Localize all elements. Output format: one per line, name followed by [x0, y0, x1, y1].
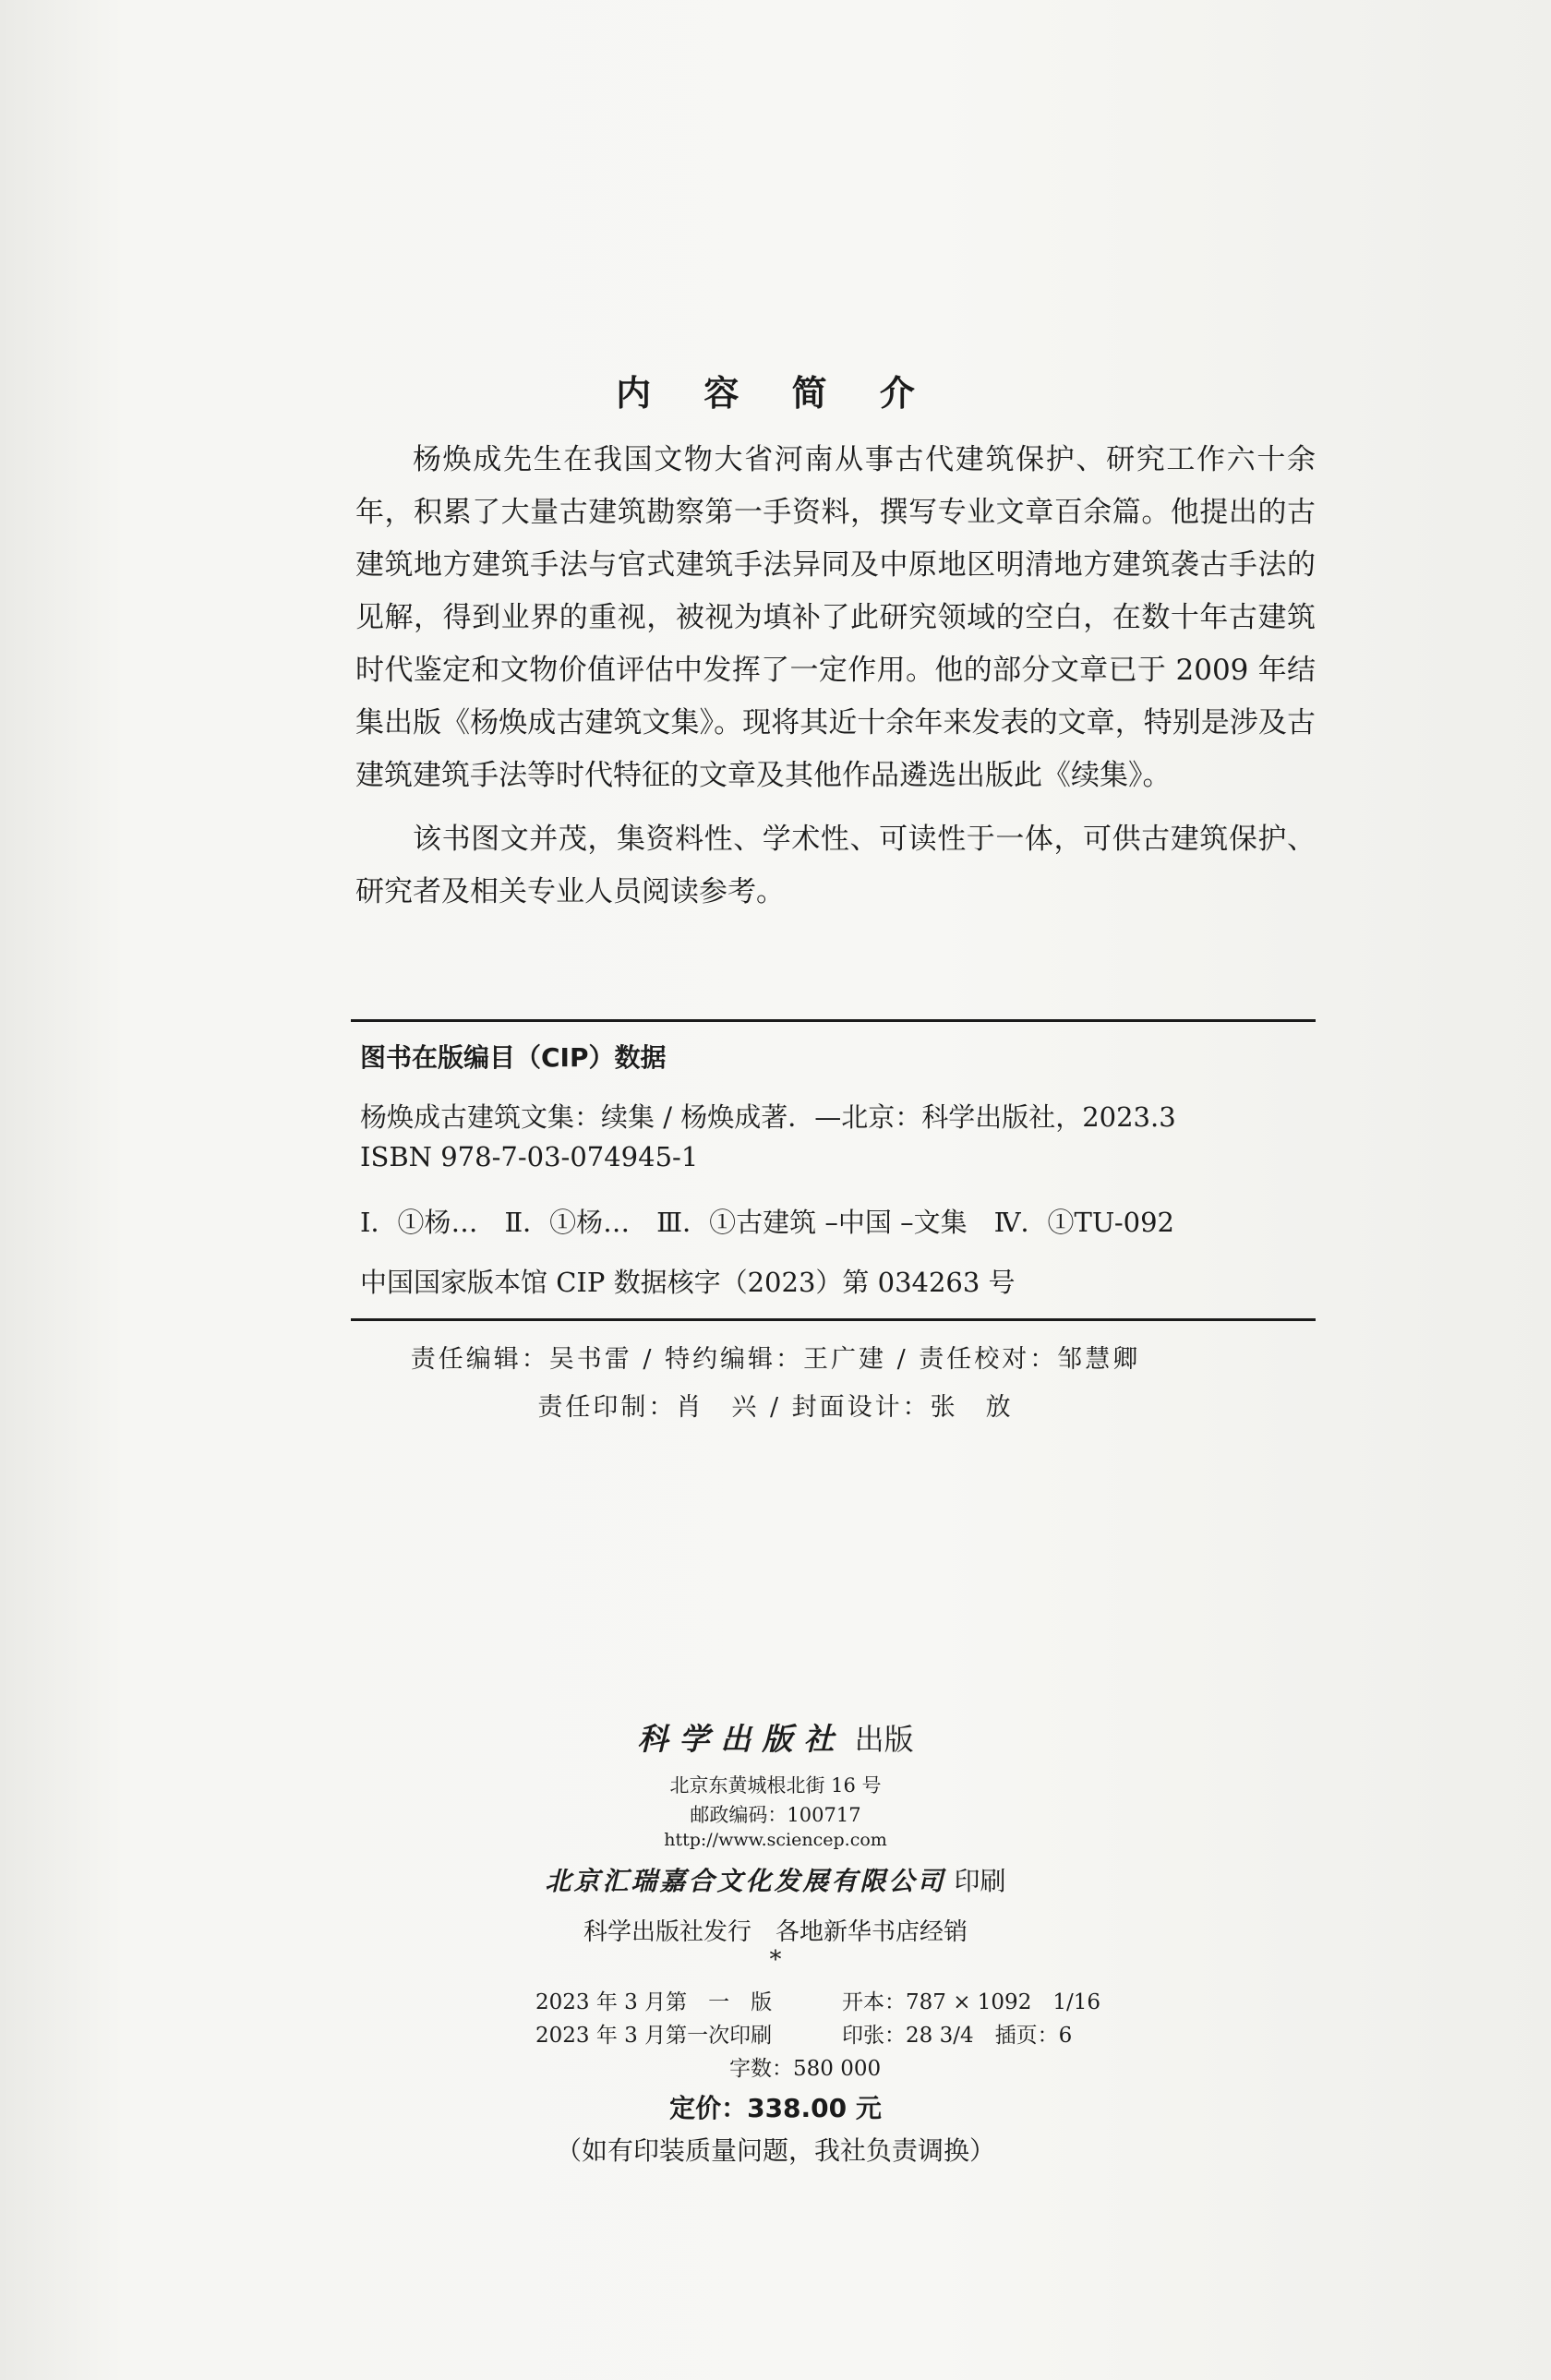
- intro-title: 内 容 简 介: [616, 373, 935, 414]
- intro-paragraph: 该书图文并茂，集资料性、学术性、可读性于一体，可供古建筑保护、研究者及相关专业人员阅读参考。: [355, 823, 1316, 908]
- edition-info: 2023 年 3 月第 一 版: [535, 1990, 773, 2014]
- word-count: 字数：580 000: [729, 2057, 882, 2081]
- quality-notice: （如有印装质量问题，我社负责调换）: [555, 2135, 995, 2166]
- intro-body: [355, 434, 1316, 930]
- intro-paragraph: 杨焕成先生在我国文物大省河南从事古代建筑保护、研究工作六十余年，积累了大量古建筑勘察第一手资料，撰写专业文章百余篇。他提出的古建筑地方建筑手法与官式建筑手法异同及中原地区明清地方建筑袭古手法的见解，得到业界的重视，被视为填补了此研究领域的空白，在数十年古建筑时代鉴定和文物价值评估中发挥了一定作用。他的部分文章已于 2009 年结集出版《杨焕成古建筑文集》。现将其近十余年来发表的文章，特别是涉及古建筑建筑手法等时代特征的文章及其他作品遴选出版此《续集》。: [355, 443, 1316, 792]
- format-info: 开本：787 × 1092 1/16: [842, 1990, 1100, 2014]
- printing-info: 2023 年 3 月第一次印刷: [535, 2024, 773, 2048]
- cip-isbn: ISBN 978-7-03-074945-1: [360, 1141, 699, 1172]
- printer-line: [0, 1861, 1551, 1898]
- cip-record-number: 中国国家版本馆 CIP 数据核字（2023）第 034263 号: [360, 1267, 1016, 1298]
- cip-heading: 图书在版编目（CIP）数据: [360, 1042, 667, 1073]
- printer-suffix: 印刷: [954, 1866, 1006, 1896]
- sheets-info: 印张：28 3/4 插页：6: [842, 2024, 1073, 2048]
- publisher-name: 科学出版社: [637, 1721, 846, 1757]
- separator-star: *: [769, 1946, 782, 1974]
- editors-line-1: 责任编辑：吴书雷 / 特约编辑：王广建 / 责任校对：邹慧卿: [410, 1345, 1141, 1374]
- price: 定价：338.00 元: [669, 2093, 882, 2123]
- editors-line-2: 责任印制：肖 兴 / 封面设计：张 放: [537, 1393, 1014, 1422]
- printer-name: 北京汇瑞嘉合文化发展有限公司: [545, 1866, 946, 1896]
- cip-top-rule: [351, 1019, 1316, 1022]
- publisher-suffix: 出版: [854, 1722, 914, 1757]
- cip-classification: Ⅰ．①杨… Ⅱ．①杨… Ⅲ．①古建筑 –中国 –文集 Ⅳ．①TU-092: [360, 1207, 1174, 1238]
- cip-bottom-rule: [351, 1318, 1316, 1321]
- publisher-address: 北京东黄城根北街 16 号: [669, 1774, 882, 1797]
- publisher-postcode: 邮政编码：100717: [690, 1804, 861, 1826]
- distribution-line: 科学出版社发行 各地新华书店经销: [583, 1918, 968, 1946]
- publisher-line: [0, 1715, 1551, 1759]
- cip-title-line: 杨焕成古建筑文集：续集 / 杨焕成著．—北京：科学出版社，2023.3: [360, 1101, 1176, 1133]
- publisher-url: http://www.sciencep.com: [664, 1830, 887, 1850]
